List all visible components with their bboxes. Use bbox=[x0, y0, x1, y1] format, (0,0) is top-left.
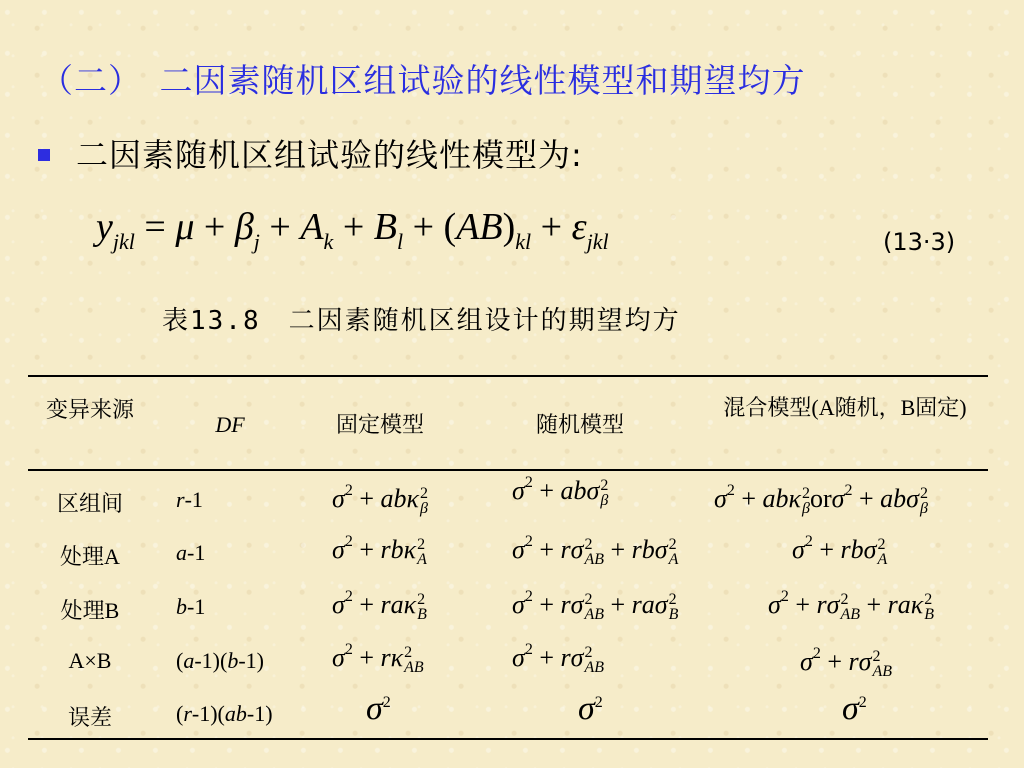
df-block: r-1 bbox=[176, 487, 203, 512]
header-fixed-model: 固定模型 bbox=[335, 412, 424, 437]
header-mixed-model: 混合模型(A随机，B固定) bbox=[723, 395, 967, 420]
ems-mixed-block: $\sigma^2 + ab\kappa$ 2 β orσ$^2$ + abσ 2 β bbox=[714, 482, 928, 518]
row-label-interaction: A×B bbox=[68, 648, 112, 673]
linear-model-equation: $y_{jkl} = \mu + \beta_j + A_k + B_l + (AB)_{kl} + \varepsilon_{jkl}$ bbox=[96, 206, 609, 254]
ems-fixed-a: $\sigma^2 + rb\kappa$ 2 A bbox=[332, 533, 427, 569]
bullet-text: 二因素随机区组试验的线性模型为: bbox=[76, 136, 583, 174]
ems-mixed-a: $\sigma^2 + rb\sigma$ 2 A bbox=[792, 533, 888, 569]
table-bottom-rule bbox=[28, 738, 988, 740]
or-text: or bbox=[809, 484, 832, 513]
ems-mixed-ab: $\sigma^2 + r\sigma$ 2 AB bbox=[800, 645, 892, 681]
square-bullet-icon bbox=[38, 149, 50, 161]
ems-fixed-b: $\sigma^2 + ra\kappa$ 2 B bbox=[332, 588, 427, 624]
ems-random-b: $\sigma^2 + r\sigma$ 2 AB + raσ 2 B bbox=[512, 588, 679, 624]
header-df: DF bbox=[215, 412, 245, 437]
ems-fixed-error: $\sigma^2$ bbox=[366, 690, 391, 727]
row-label-block: 区组间 bbox=[56, 491, 123, 516]
ems-random-ab: $\sigma^2 + r\sigma$ 2 AB bbox=[512, 641, 604, 677]
bullet-item bbox=[38, 130, 583, 176]
header-random-model: 随机模型 bbox=[535, 412, 624, 437]
row-label-error: 误差 bbox=[67, 705, 112, 730]
ems-random-error: $\sigma^2$ bbox=[578, 690, 603, 727]
df-treatment-a: a-1 bbox=[176, 540, 206, 565]
row-label-treatment-b: 处理B bbox=[60, 598, 120, 623]
ems-mixed-b: $\sigma^2 + r\sigma$ 2 AB + raκ 2 B bbox=[768, 588, 935, 624]
row-label-treatment-a: 处理A bbox=[60, 544, 120, 569]
table-caption: 表13.8 二因素随机区组设计的期望均方 bbox=[162, 306, 681, 336]
ems-random-a: $\sigma^2 + r\sigma$ 2 AB + rbσ 2 A bbox=[512, 533, 679, 569]
equation-number: (13·3) bbox=[883, 228, 956, 256]
df-interaction: (a-1)(b-1) bbox=[176, 648, 264, 673]
ems-mixed-error: $\sigma^2$ bbox=[842, 690, 867, 727]
header-source: 变异来源 bbox=[45, 397, 134, 422]
ems-fixed-ab: $\sigma^2 + r\kappa$ 2 AB bbox=[332, 641, 424, 677]
ems-random-block: $\sigma^2 + ab\sigma$ 2 β bbox=[512, 474, 609, 510]
slide-title: （二） 二因素随机区组试验的线性模型和期望均方 bbox=[40, 61, 806, 100]
df-treatment-b: b-1 bbox=[176, 594, 206, 619]
table-top-rule bbox=[28, 375, 988, 377]
ems-fixed-block: $\sigma^2 + ab\kappa$ 2 β bbox=[332, 482, 428, 518]
table-header-rule bbox=[28, 469, 988, 471]
df-error: (r-1)(ab-1) bbox=[176, 701, 273, 726]
